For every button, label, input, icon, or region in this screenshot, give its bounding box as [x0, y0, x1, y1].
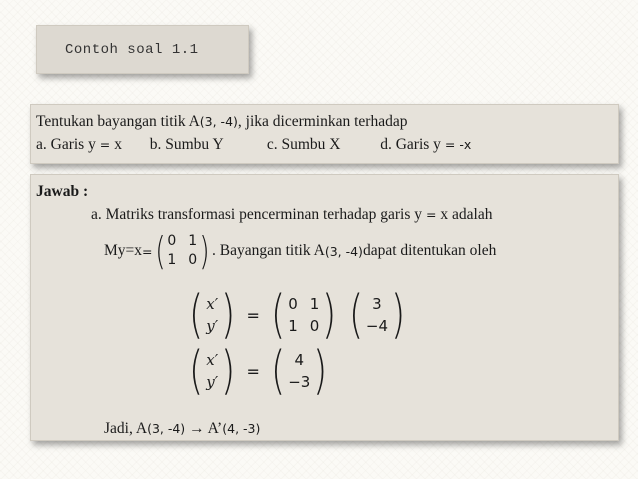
question-line-1: [36, 113, 407, 131]
matrix-label: My=x: [104, 242, 143, 259]
equation-1: ( x′ y′ ) = ( 0 1 1 0 ) ( 3 −4 ): [186, 285, 408, 345]
question-coordinate: (3, -4): [199, 114, 238, 129]
option-a: a. Garis y = x: [36, 136, 122, 153]
lhs-vector-1: ( x′ y′ ): [189, 285, 236, 345]
question-text: Tentukan bayangan titik A: [36, 113, 200, 130]
option-c: c. Sumbu X: [266, 136, 341, 153]
answer-title: Jawab :: [36, 183, 89, 200]
reflection-matrix-line: My=x = ( 0 1 1 0 ) . Bayangan titik A (3, -4) dapat ditentukan oleh: [104, 229, 497, 273]
answer-box: [30, 174, 619, 441]
question-box: [30, 104, 619, 164]
point-vector: ( 3 −4 ): [348, 285, 406, 345]
result-vector: ( 4 −3 ): [270, 341, 328, 401]
reflection-matrix: ( 0 1 1 0 ): [154, 229, 210, 273]
answer-line-a: a. Matriks transformasi pencerminan terhadap garis y = x adalah: [91, 206, 493, 223]
question-options: [36, 136, 471, 154]
conclusion-line: Jadi, A(3, -4) → A’(4, -3): [104, 420, 261, 437]
option-b: b. Sumbu Y: [149, 136, 224, 153]
question-text-end: , jika dicerminkan terhadap: [237, 113, 408, 130]
slide-title: Contoh soal 1.1: [65, 42, 199, 58]
lhs-vector-2: ( x′ y′ ): [189, 341, 236, 401]
matrix-m-1: ( 0 1 1 0 ): [270, 285, 337, 345]
option-d: d. Garis y = -x: [380, 136, 472, 153]
equation-2: ( x′ y′ ) = ( 4 −3 ): [186, 341, 331, 401]
title-box: [36, 25, 249, 74]
